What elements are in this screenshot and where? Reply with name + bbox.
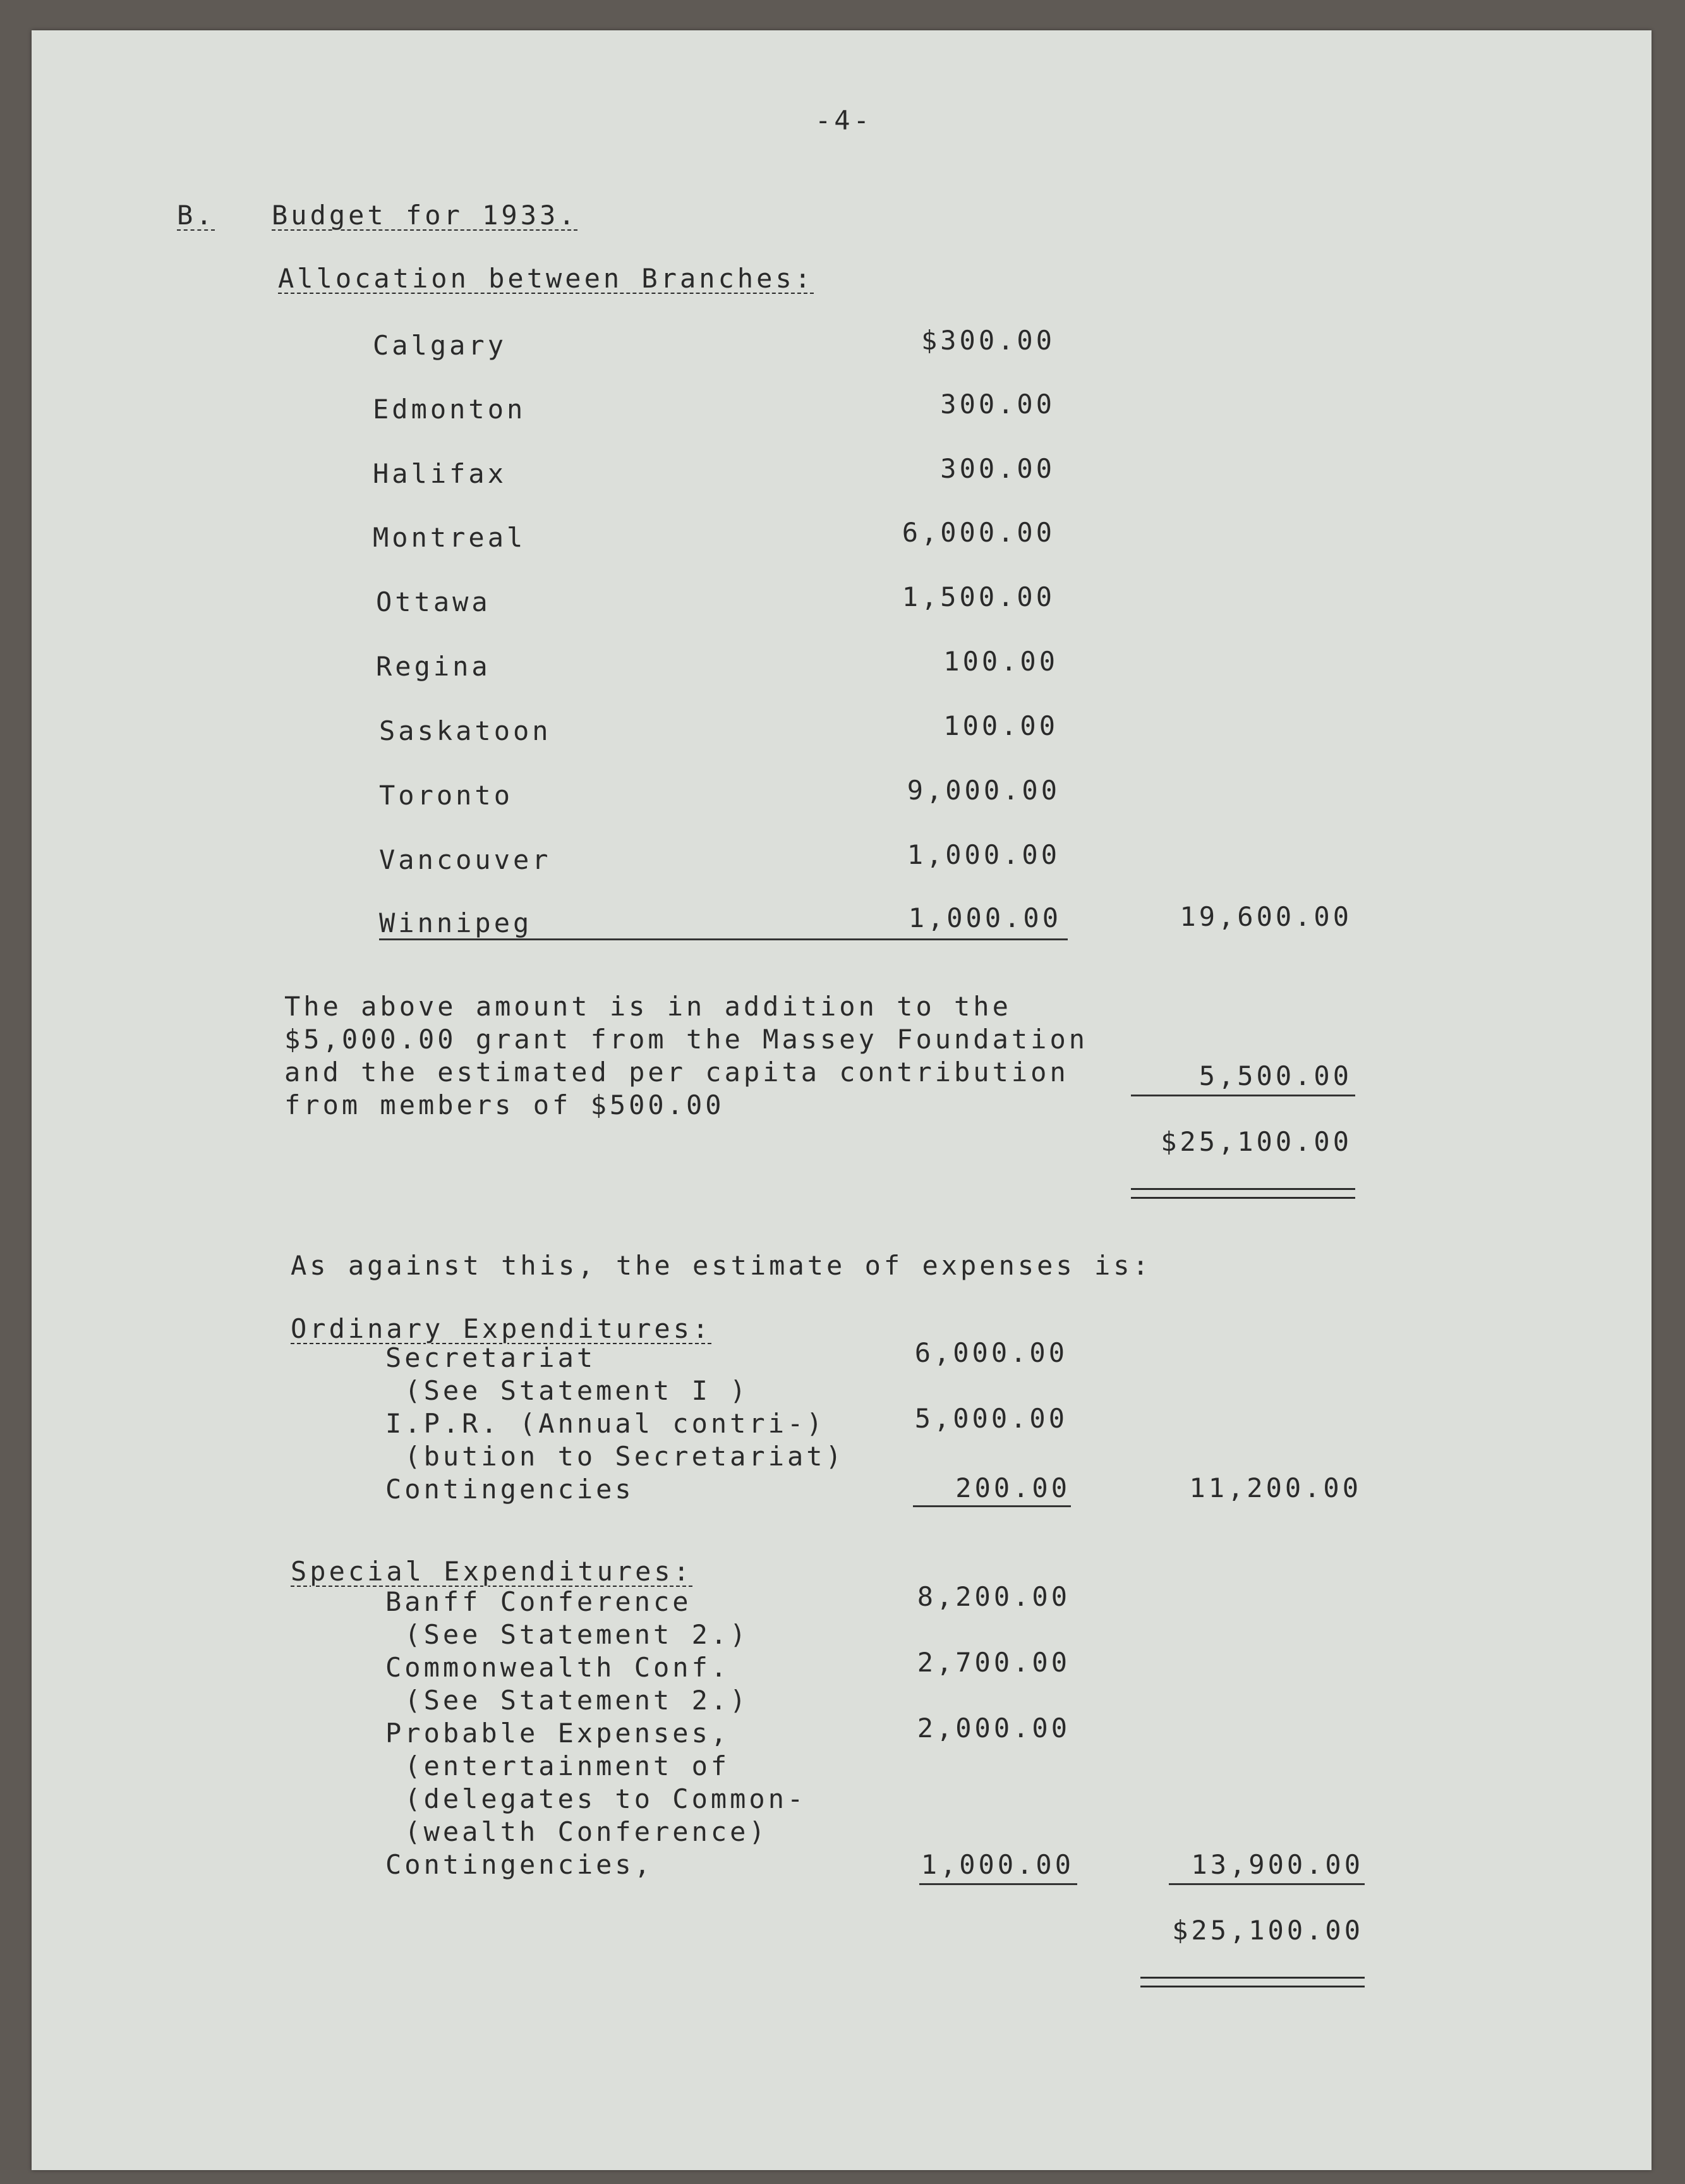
branch-amount: 300.00 (940, 453, 1055, 484)
special-subtotal-rule (1169, 1883, 1365, 1885)
note-rule (1131, 1095, 1355, 1096)
expense-line: Probable Expenses, (385, 1718, 730, 1749)
branch-amount: 6,000.00 (902, 517, 1055, 548)
branch-amount: 1,000.00 (907, 839, 1060, 870)
income-total: $25,100.00 (1161, 1126, 1352, 1157)
note-line: and the estimated per capita contribution (284, 1057, 1069, 1088)
branch-amount: 300.00 (940, 389, 1055, 420)
note-line: $5,000.00 grant from the Massey Foundation (284, 1024, 1089, 1055)
expense-amount: 1,000.00 (921, 1849, 1074, 1880)
income-total-rule (1131, 1197, 1355, 1199)
special-rule (919, 1883, 1077, 1885)
branch-name: Calgary (373, 330, 507, 361)
ordinary-rule (913, 1505, 1071, 1507)
note-line: from members of $500.00 (284, 1089, 725, 1120)
expense-line: (See Statement 2.) (385, 1619, 749, 1650)
income-total-rule (1131, 1188, 1355, 1190)
expense-line: (See Statement 2.) (385, 1685, 749, 1716)
branch-name: Vancouver (379, 844, 552, 875)
branch-name: Edmonton (373, 394, 526, 425)
note-amount: 5,500.00 (1199, 1060, 1352, 1091)
branch-name: Montreal (373, 522, 526, 553)
expense-line: (wealth Conference) (385, 1816, 768, 1847)
branch-name: Winnipeg (379, 907, 533, 938)
allocation-rule (379, 938, 1068, 940)
expense-line: Banff Conference (385, 1586, 692, 1617)
branch-amount: 9,000.00 (907, 775, 1060, 806)
document-page (32, 30, 1652, 2170)
branch-amount: 1,000.00 (908, 902, 1061, 933)
expense-line: (entertainment of (385, 1750, 730, 1781)
expense-line: Commonwealth Conf. (385, 1652, 730, 1683)
expense-line: Contingencies, (385, 1849, 654, 1880)
branch-name: Saskatoon (379, 715, 552, 746)
expense-amount: 2,700.00 (917, 1647, 1070, 1678)
ordinary-subtotal: 11,200.00 (1189, 1472, 1362, 1503)
expense-line: (See Statement I ) (385, 1375, 749, 1406)
expense-amount: 200.00 (955, 1472, 1070, 1503)
branch-name: Halifax (373, 458, 507, 489)
branch-amount: 1,500.00 (902, 581, 1055, 612)
special-subtotal: 13,900.00 (1191, 1849, 1363, 1880)
expense-line: (delegates to Common- (385, 1783, 807, 1814)
branch-amount: 100.00 (943, 646, 1058, 677)
branch-name: Toronto (379, 780, 514, 811)
branch-amount: $300.00 (921, 325, 1055, 356)
branch-name: Ottawa (376, 586, 491, 617)
expense-total-rule (1140, 1986, 1365, 1987)
expense-amount: 5,000.00 (914, 1403, 1068, 1434)
allocation-subtotal: 19,600.00 (1180, 901, 1352, 932)
ordinary-title: Ordinary Expenditures: (291, 1313, 712, 1344)
expense-line: (bution to Secretariat) (385, 1441, 845, 1472)
note-line: The above amount is in addition to the (284, 991, 1012, 1022)
expense-amount: 2,000.00 (917, 1713, 1070, 1744)
expense-line: Secretariat (385, 1342, 596, 1373)
page-number: -4- (815, 105, 873, 136)
expense-total: $25,100.00 (1172, 1915, 1363, 1946)
section-title: Budget for 1933. (272, 200, 578, 231)
expense-line: I.P.R. (Annual contri-) (385, 1408, 826, 1439)
allocation-title: Allocation between Branches: (278, 263, 814, 294)
expense-amount: 8,200.00 (917, 1581, 1070, 1612)
expenses-intro: As against this, the estimate of expenses is: (291, 1250, 1152, 1281)
expense-line: Contingencies (385, 1474, 634, 1505)
section-label: B. (177, 200, 215, 231)
branch-amount: 100.00 (943, 710, 1058, 741)
branch-name: Regina (376, 651, 491, 682)
expense-amount: 6,000.00 (914, 1337, 1068, 1368)
special-title: Special Expenditures: (291, 1556, 693, 1587)
expense-total-rule (1140, 1977, 1365, 1979)
